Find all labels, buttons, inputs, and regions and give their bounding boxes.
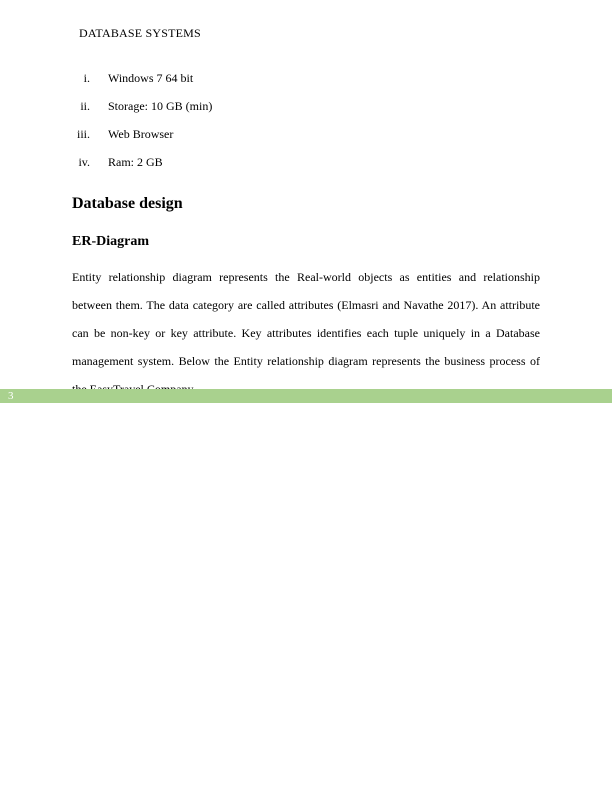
- list-item-number: iii.: [76, 127, 90, 141]
- list-item-text: Web Browser: [108, 127, 174, 141]
- list-item-text: Windows 7 64 bit: [108, 71, 194, 85]
- running-header: DATABASE SYSTEMS: [79, 26, 201, 40]
- list-item-number: iv.: [78, 155, 90, 169]
- page-number-bar: [0, 389, 612, 403]
- page-number: 3: [8, 390, 14, 402]
- section-heading: Database design: [72, 195, 183, 212]
- list-item-number: ii.: [80, 99, 90, 113]
- body-paragraph: Entity relationship diagram represents the Real-world objects as entities and relationship between them. The data category are called attributes (Elmasri and Navathe 2017). An attribute can be non-key or key attribute. Key attributes identifies each tuple uniquely in a Database management system. Below the Entity relationship diagram represents the business process of: [72, 270, 540, 368]
- list-item-number: i.: [83, 71, 90, 85]
- list-item-text: Storage: 10 GB (min): [108, 99, 213, 113]
- subsection-heading: ER-Diagram: [72, 234, 149, 249]
- list-item-text: Ram: 2 GB: [108, 155, 163, 169]
